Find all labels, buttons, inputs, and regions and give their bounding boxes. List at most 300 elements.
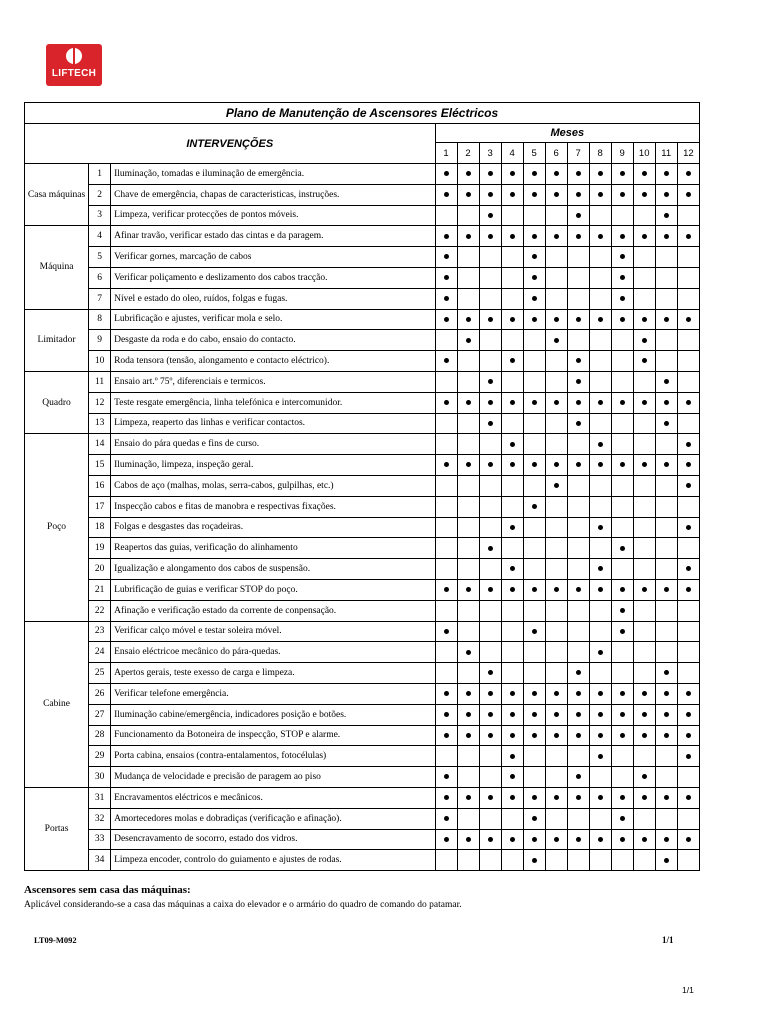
- month-cell: [545, 808, 567, 829]
- month-cell: [523, 455, 545, 476]
- month-cell: [479, 517, 501, 538]
- month-cell: [457, 642, 479, 663]
- scheduled-dot-icon: [664, 712, 669, 717]
- scheduled-dot-icon: [598, 400, 603, 405]
- month-number: 2: [457, 143, 479, 164]
- scheduled-dot-icon: [488, 192, 493, 197]
- month-cell: [501, 829, 523, 850]
- scheduled-dot-icon: [576, 462, 581, 467]
- scheduled-dot-icon: [554, 234, 559, 239]
- item-number: 25: [89, 663, 111, 684]
- month-cell: [435, 330, 457, 351]
- scheduled-dot-icon: [466, 317, 471, 322]
- month-cell: [655, 475, 677, 496]
- month-cell: [523, 787, 545, 808]
- item-description: Afinar travão, verificar estado das cintas e da paragem.: [111, 226, 435, 247]
- item-number: 11: [89, 371, 111, 392]
- month-cell: [567, 559, 589, 580]
- scheduled-dot-icon: [532, 837, 537, 842]
- table-row: [25, 475, 700, 496]
- months-header: Meses: [435, 124, 699, 143]
- note-title: Ascensores sem casa das máquinas:: [24, 884, 191, 896]
- table-row: [25, 663, 700, 684]
- scheduled-dot-icon: [488, 379, 493, 384]
- scheduled-dot-icon: [664, 400, 669, 405]
- month-cell: [633, 538, 655, 559]
- month-cell: [435, 579, 457, 600]
- month-cell: [457, 704, 479, 725]
- scheduled-dot-icon: [576, 421, 581, 426]
- scheduled-dot-icon: [598, 650, 603, 655]
- scheduled-dot-icon: [576, 733, 581, 738]
- scheduled-dot-icon: [686, 837, 691, 842]
- month-cell: [523, 475, 545, 496]
- scheduled-dot-icon: [664, 171, 669, 176]
- month-cell: [611, 164, 633, 185]
- scheduled-dot-icon: [510, 400, 515, 405]
- month-cell: [655, 850, 677, 871]
- month-cell: [545, 663, 567, 684]
- month-cell: [567, 850, 589, 871]
- month-cell: [611, 205, 633, 226]
- month-cell: [633, 164, 655, 185]
- month-cell: [523, 288, 545, 309]
- month-cell: [633, 205, 655, 226]
- scheduled-dot-icon: [620, 733, 625, 738]
- month-cell: [457, 559, 479, 580]
- table-row: [25, 351, 700, 372]
- month-cell: [677, 247, 699, 268]
- month-cell: [655, 767, 677, 788]
- table-row: [25, 642, 700, 663]
- month-cell: [589, 392, 611, 413]
- month-cell: [501, 600, 523, 621]
- month-cell: [655, 184, 677, 205]
- month-cell: [567, 663, 589, 684]
- scheduled-dot-icon: [620, 317, 625, 322]
- scheduled-dot-icon: [576, 712, 581, 717]
- scheduled-dot-icon: [686, 795, 691, 800]
- scheduled-dot-icon: [576, 213, 581, 218]
- scheduled-dot-icon: [686, 587, 691, 592]
- scheduled-dot-icon: [444, 691, 449, 696]
- scheduled-dot-icon: [444, 837, 449, 842]
- table-row: [25, 600, 700, 621]
- scheduled-dot-icon: [510, 691, 515, 696]
- month-cell: [501, 475, 523, 496]
- month-cell: [479, 850, 501, 871]
- month-cell: [501, 517, 523, 538]
- scheduled-dot-icon: [598, 712, 603, 717]
- month-cell: [677, 621, 699, 642]
- item-number: 33: [89, 829, 111, 850]
- month-cell: [523, 808, 545, 829]
- table-row: [25, 517, 700, 538]
- scheduled-dot-icon: [488, 795, 493, 800]
- scheduled-dot-icon: [532, 858, 537, 863]
- month-cell: [677, 767, 699, 788]
- month-cell: [611, 600, 633, 621]
- month-cell: [589, 829, 611, 850]
- scheduled-dot-icon: [664, 379, 669, 384]
- month-cell: [501, 663, 523, 684]
- month-cell: [545, 371, 567, 392]
- item-description: Mudança de velocidade e precisão de paragem ao piso: [111, 767, 435, 788]
- month-cell: [633, 413, 655, 434]
- item-description: Lubrificação de guias e verificar STOP do poço.: [111, 579, 435, 600]
- scheduled-dot-icon: [444, 192, 449, 197]
- month-cell: [479, 767, 501, 788]
- month-cell: [479, 704, 501, 725]
- scheduled-dot-icon: [444, 171, 449, 176]
- month-cell: [633, 247, 655, 268]
- scheduled-dot-icon: [642, 358, 647, 363]
- scheduled-dot-icon: [466, 733, 471, 738]
- month-cell: [655, 663, 677, 684]
- month-cell: [457, 600, 479, 621]
- month-cell: [501, 621, 523, 642]
- month-cell: [479, 559, 501, 580]
- month-cell: [545, 164, 567, 185]
- scheduled-dot-icon: [444, 275, 449, 280]
- month-cell: [435, 413, 457, 434]
- month-cell: [479, 600, 501, 621]
- month-cell: [633, 600, 655, 621]
- month-cell: [589, 725, 611, 746]
- item-description: Limpeza, verificar protecções de pontos móveis.: [111, 205, 435, 226]
- month-cell: [501, 330, 523, 351]
- month-cell: [655, 371, 677, 392]
- month-cell: [567, 517, 589, 538]
- scheduled-dot-icon: [532, 587, 537, 592]
- scheduled-dot-icon: [598, 171, 603, 176]
- scheduled-dot-icon: [664, 462, 669, 467]
- scheduled-dot-icon: [642, 774, 647, 779]
- month-cell: [457, 538, 479, 559]
- item-number: 7: [89, 288, 111, 309]
- scheduled-dot-icon: [686, 525, 691, 530]
- scheduled-dot-icon: [576, 795, 581, 800]
- month-cell: [633, 559, 655, 580]
- month-cell: [479, 164, 501, 185]
- month-cell: [523, 767, 545, 788]
- month-cell: [633, 642, 655, 663]
- scheduled-dot-icon: [488, 837, 493, 842]
- maintenance-plan-table: [24, 102, 700, 871]
- month-cell: [567, 704, 589, 725]
- table-row: [25, 413, 700, 434]
- month-cell: [655, 351, 677, 372]
- scheduled-dot-icon: [620, 816, 625, 821]
- scheduled-dot-icon: [598, 192, 603, 197]
- group-label: Portas: [25, 787, 89, 870]
- month-cell: [457, 496, 479, 517]
- table-row: [25, 371, 700, 392]
- scheduled-dot-icon: [444, 400, 449, 405]
- month-cell: [479, 330, 501, 351]
- scheduled-dot-icon: [466, 650, 471, 655]
- month-cell: [589, 371, 611, 392]
- scheduled-dot-icon: [466, 192, 471, 197]
- item-number: 9: [89, 330, 111, 351]
- month-cell: [633, 787, 655, 808]
- table-row: [25, 746, 700, 767]
- month-cell: [633, 621, 655, 642]
- month-cell: [677, 850, 699, 871]
- month-cell: [633, 330, 655, 351]
- scheduled-dot-icon: [664, 795, 669, 800]
- month-cell: [633, 579, 655, 600]
- item-description: Funcionamento da Botoneira de inspecção, STOP e alarme.: [111, 725, 435, 746]
- scheduled-dot-icon: [686, 400, 691, 405]
- month-cell: [523, 704, 545, 725]
- month-cell: [523, 600, 545, 621]
- month-cell: [677, 579, 699, 600]
- month-cell: [589, 413, 611, 434]
- scheduled-dot-icon: [686, 733, 691, 738]
- item-number: 21: [89, 579, 111, 600]
- scheduled-dot-icon: [576, 234, 581, 239]
- month-cell: [457, 517, 479, 538]
- month-cell: [545, 351, 567, 372]
- month-cell: [545, 517, 567, 538]
- month-cell: [611, 247, 633, 268]
- scheduled-dot-icon: [510, 837, 515, 842]
- month-cell: [545, 267, 567, 288]
- month-cell: [655, 247, 677, 268]
- month-cell: [501, 184, 523, 205]
- month-cell: [479, 787, 501, 808]
- month-number: 7: [567, 143, 589, 164]
- scheduled-dot-icon: [532, 733, 537, 738]
- month-cell: [435, 267, 457, 288]
- month-cell: [523, 205, 545, 226]
- scheduled-dot-icon: [576, 192, 581, 197]
- month-cell: [589, 538, 611, 559]
- month-cell: [479, 663, 501, 684]
- table-row: [25, 330, 700, 351]
- month-cell: [567, 351, 589, 372]
- month-cell: [523, 434, 545, 455]
- month-cell: [457, 267, 479, 288]
- scheduled-dot-icon: [642, 795, 647, 800]
- month-cell: [435, 434, 457, 455]
- month-cell: [435, 683, 457, 704]
- scheduled-dot-icon: [664, 691, 669, 696]
- month-cell: [567, 247, 589, 268]
- month-cell: [479, 351, 501, 372]
- month-cell: [501, 455, 523, 476]
- month-cell: [655, 642, 677, 663]
- table-row: [25, 205, 700, 226]
- item-description: Verificar telefone emergência.: [111, 683, 435, 704]
- scheduled-dot-icon: [488, 462, 493, 467]
- month-cell: [633, 850, 655, 871]
- scheduled-dot-icon: [444, 712, 449, 717]
- scheduled-dot-icon: [598, 733, 603, 738]
- month-cell: [523, 663, 545, 684]
- month-cell: [655, 434, 677, 455]
- month-cell: [457, 808, 479, 829]
- month-cell: [545, 767, 567, 788]
- month-cell: [435, 392, 457, 413]
- scheduled-dot-icon: [510, 587, 515, 592]
- month-cell: [589, 267, 611, 288]
- scheduled-dot-icon: [598, 317, 603, 322]
- month-cell: [677, 226, 699, 247]
- month-cell: [479, 621, 501, 642]
- table-row: [25, 455, 700, 476]
- month-cell: [523, 850, 545, 871]
- item-description: Cabos de aço (malhas, molas, serra-cabos, gulpilhas, etc.): [111, 475, 435, 496]
- scheduled-dot-icon: [642, 171, 647, 176]
- month-cell: [589, 226, 611, 247]
- month-cell: [589, 746, 611, 767]
- month-cell: [545, 538, 567, 559]
- scheduled-dot-icon: [576, 587, 581, 592]
- month-cell: [435, 642, 457, 663]
- month-cell: [457, 579, 479, 600]
- month-cell: [435, 455, 457, 476]
- month-number: 12: [677, 143, 699, 164]
- month-cell: [545, 184, 567, 205]
- scheduled-dot-icon: [510, 712, 515, 717]
- table-row: [25, 226, 700, 247]
- scheduled-dot-icon: [664, 421, 669, 426]
- scheduled-dot-icon: [510, 442, 515, 447]
- month-cell: [589, 683, 611, 704]
- month-cell: [677, 351, 699, 372]
- month-cell: [589, 288, 611, 309]
- table-row: [25, 267, 700, 288]
- scheduled-dot-icon: [642, 691, 647, 696]
- month-cell: [655, 309, 677, 330]
- month-cell: [435, 829, 457, 850]
- month-cell: [611, 184, 633, 205]
- month-cell: [545, 559, 567, 580]
- month-cell: [589, 663, 611, 684]
- item-number: 20: [89, 559, 111, 580]
- scheduled-dot-icon: [532, 629, 537, 634]
- month-cell: [567, 767, 589, 788]
- month-cell: [479, 829, 501, 850]
- month-cell: [611, 787, 633, 808]
- scheduled-dot-icon: [488, 546, 493, 551]
- month-cell: [501, 850, 523, 871]
- scheduled-dot-icon: [532, 504, 537, 509]
- scheduled-dot-icon: [576, 317, 581, 322]
- month-cell: [479, 205, 501, 226]
- month-number: 8: [589, 143, 611, 164]
- table-row: [25, 434, 700, 455]
- scheduled-dot-icon: [576, 400, 581, 405]
- scheduled-dot-icon: [510, 192, 515, 197]
- month-cell: [457, 288, 479, 309]
- scheduled-dot-icon: [598, 587, 603, 592]
- item-description: Folgas e desgastes das roçadeiras.: [111, 517, 435, 538]
- month-cell: [435, 538, 457, 559]
- month-cell: [457, 330, 479, 351]
- month-cell: [567, 600, 589, 621]
- month-cell: [567, 683, 589, 704]
- item-description: Ensaio do pára quedas e fins de curso.: [111, 434, 435, 455]
- scheduled-dot-icon: [554, 733, 559, 738]
- table-row: [25, 288, 700, 309]
- month-cell: [677, 455, 699, 476]
- liftech-logo: [46, 44, 102, 86]
- month-cell: [677, 413, 699, 434]
- scheduled-dot-icon: [554, 691, 559, 696]
- scheduled-dot-icon: [642, 837, 647, 842]
- item-description: Apertos gerais, teste exesso de carga e limpeza.: [111, 663, 435, 684]
- month-cell: [479, 538, 501, 559]
- month-cell: [655, 621, 677, 642]
- month-cell: [457, 434, 479, 455]
- month-cell: [435, 184, 457, 205]
- month-cell: [545, 496, 567, 517]
- month-cell: [611, 850, 633, 871]
- table-row: [25, 621, 700, 642]
- scheduled-dot-icon: [642, 712, 647, 717]
- scheduled-dot-icon: [488, 400, 493, 405]
- month-cell: [545, 829, 567, 850]
- scheduled-dot-icon: [444, 254, 449, 259]
- month-cell: [567, 330, 589, 351]
- scheduled-dot-icon: [664, 858, 669, 863]
- table-row: [25, 808, 700, 829]
- table-row: [25, 392, 700, 413]
- month-cell: [655, 829, 677, 850]
- month-cell: [545, 600, 567, 621]
- month-cell: [435, 309, 457, 330]
- month-cell: [501, 725, 523, 746]
- scheduled-dot-icon: [554, 795, 559, 800]
- scheduled-dot-icon: [510, 525, 515, 530]
- month-cell: [435, 746, 457, 767]
- month-cell: [523, 309, 545, 330]
- month-cell: [633, 267, 655, 288]
- month-cell: [677, 205, 699, 226]
- month-cell: [501, 496, 523, 517]
- scheduled-dot-icon: [532, 171, 537, 176]
- month-cell: [655, 455, 677, 476]
- scheduled-dot-icon: [466, 338, 471, 343]
- table-row: [25, 704, 700, 725]
- scheduled-dot-icon: [554, 171, 559, 176]
- month-cell: [567, 455, 589, 476]
- scheduled-dot-icon: [466, 795, 471, 800]
- scheduled-dot-icon: [554, 317, 559, 322]
- month-cell: [501, 579, 523, 600]
- item-number: 27: [89, 704, 111, 725]
- month-cell: [611, 767, 633, 788]
- month-cell: [655, 600, 677, 621]
- month-cell: [611, 829, 633, 850]
- scheduled-dot-icon: [642, 234, 647, 239]
- scheduled-dot-icon: [510, 171, 515, 176]
- item-description: Nível e estado do oleo, ruídos, folgas e fugas.: [111, 288, 435, 309]
- scheduled-dot-icon: [554, 462, 559, 467]
- month-cell: [435, 247, 457, 268]
- month-cell: [633, 288, 655, 309]
- month-number: 1: [435, 143, 457, 164]
- scheduled-dot-icon: [488, 234, 493, 239]
- item-number: 13: [89, 413, 111, 434]
- item-description: Desgaste da roda e do cabo, ensaio do contacto.: [111, 330, 435, 351]
- month-cell: [545, 579, 567, 600]
- month-cell: [501, 704, 523, 725]
- month-cell: [567, 787, 589, 808]
